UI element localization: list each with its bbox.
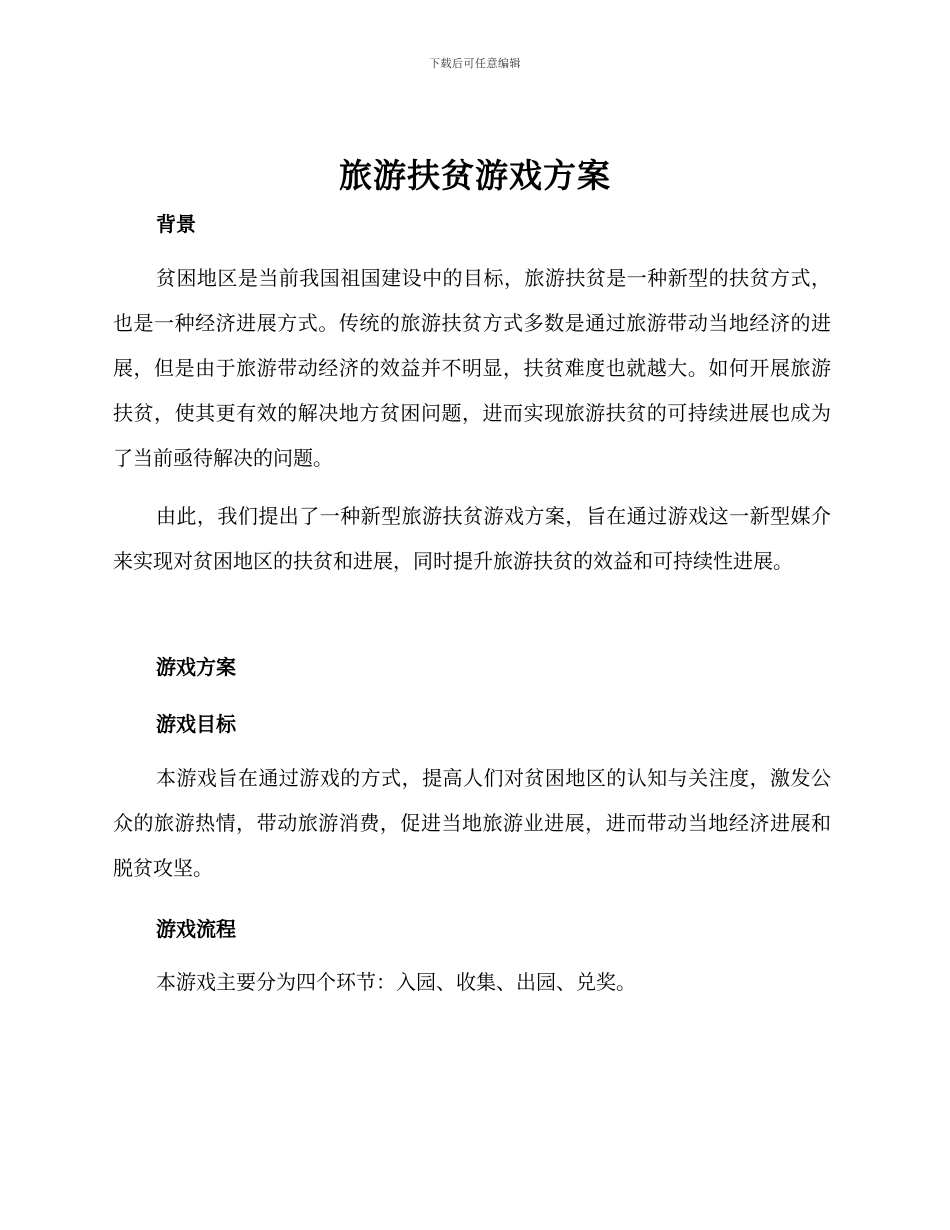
background-heading: 背景	[156, 212, 196, 236]
game-goal-paragraph: 本游戏旨在通过游戏的方式，提高人们对贫困地区的认知与关注度，激发公众的旅游热情，带动旅游消费，促进当地旅游业进展，进而带动当地经济进展和脱贫攻坚。	[113, 766, 831, 880]
game-goal-heading: 游戏目标	[156, 712, 236, 736]
document-title: 旅游扶贫游戏方案	[339, 156, 611, 195]
background-paragraph-2: 由此，我们提出了一种新型旅游扶贫游戏方案，旨在通过游戏这一新型媒介来实现对贫困地区的扶贫和进展，同时提升旅游扶贫的效益和可持续性进展。	[113, 504, 831, 573]
header-note: 下载后可任意编辑	[429, 57, 521, 70]
game-plan-heading: 游戏方案	[156, 655, 236, 679]
game-flow-paragraph: 本游戏主要分为四个环节：入园、收集、出园、兑奖。	[156, 970, 636, 994]
background-paragraph-1: 贫困地区是当前我国祖国建设中的目标，旅游扶贫是一种新型的扶贫方式，也是一种经济进展方式。传统的旅游扶贫方式多数是通过旅游带动当地经济的进展，但是由于旅游带动经济的效益并不明显，扶贫难度也就越大。如何开展旅游扶贫，使其更有效的解决地方贫困问题，进而实现旅游扶贫的可持续进展也成为了当前亟待解决的问题。	[113, 266, 831, 470]
game-flow-heading: 游戏流程	[156, 917, 236, 941]
